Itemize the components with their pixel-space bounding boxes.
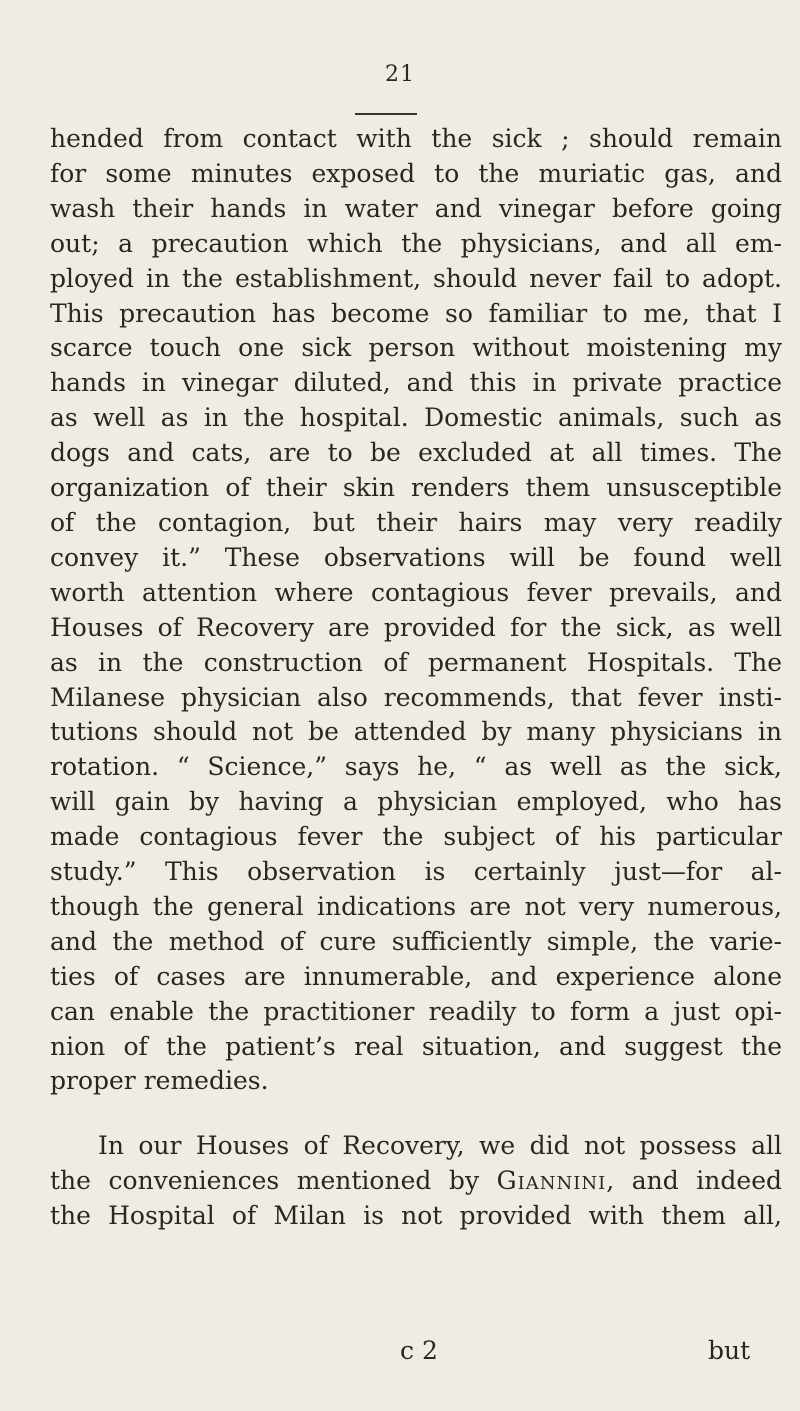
text-line: ployed in the establishment, should never fail to adopt. (50, 263, 782, 293)
text-line: though the general indications are not very numerous, (50, 891, 782, 921)
text-fragment: , and indeed (606, 1166, 782, 1196)
text-line: can enable the practitioner readily to form a just opi- (50, 996, 782, 1026)
author-name: Giannini (496, 1166, 607, 1196)
text-line: will gain by having a physician employed, who has (50, 787, 782, 817)
text-line: wash their hands in water and vinegar before going (50, 193, 782, 223)
text-line: of the contagion, but their hairs may very readily (50, 507, 782, 537)
text-line: worth attention where contagious fever prevails, and (50, 577, 782, 607)
text-line: and the method of cure sufficiently simple, the varie- (50, 926, 782, 956)
signature-mark: c 2 (400, 1336, 438, 1365)
text-line (50, 1164, 782, 1199)
paragraph-1 (50, 122, 782, 1099)
text-line: convey it.” These observations will be found well (50, 542, 782, 572)
text-line: the Hospital of Milan is not provided with them all, (50, 1201, 782, 1231)
text-line: as well as in the hospital. Domestic animals, such as (50, 403, 782, 433)
text-line: This precaution has become so familiar to me, that I (50, 298, 782, 328)
page-footer (0, 1336, 800, 1370)
paragraph-2 (50, 1129, 782, 1234)
text-line: study.” This observation is certainly just—for al- (50, 857, 782, 887)
text-line: hended from contact with the sick ; should remain (50, 124, 782, 153)
text-line: organization of their skin renders them unsusceptible (50, 473, 782, 503)
text-line: as in the construction of permanent Hospitals. The (50, 647, 782, 677)
text-line: Milanese physician also recommends, that fever insti- (50, 682, 782, 712)
catchword: but (708, 1336, 751, 1365)
text-line: tutions should not be attended by many physicians in (50, 717, 782, 747)
text-line: hands in vinegar diluted, and this in private practice (50, 368, 782, 398)
body-text (50, 122, 782, 1234)
text-line: made contagious fever the subject of his particular (50, 822, 782, 852)
text-fragment: the conveniences mentioned by (50, 1166, 480, 1196)
text-line: nion of the patient’s real situation, and suggest the (50, 1031, 782, 1061)
text-line: Houses of Recovery are provided for the sick, as well (50, 612, 782, 642)
header-rule (355, 113, 417, 115)
text-line: out; a precaution which the physicians, and all em- (50, 228, 782, 258)
text-line: In our Houses of Recovery, we did not possess all (98, 1131, 782, 1161)
paragraph-gap (50, 1099, 782, 1129)
page-number: 21 (385, 62, 415, 87)
text-line: ties of cases are innumerable, and experience alone (50, 961, 782, 991)
text-line: scarce touch one sick person without moistening my (50, 333, 782, 363)
text-line: proper remedies. (50, 1066, 269, 1096)
text-line: rotation. “ Science,” says he, “ as well as the sick, (50, 752, 782, 782)
text-line: for some minutes exposed to the muriatic gas, and (50, 158, 782, 188)
text-line: dogs and cats, are to be excluded at all times. The (50, 438, 782, 468)
